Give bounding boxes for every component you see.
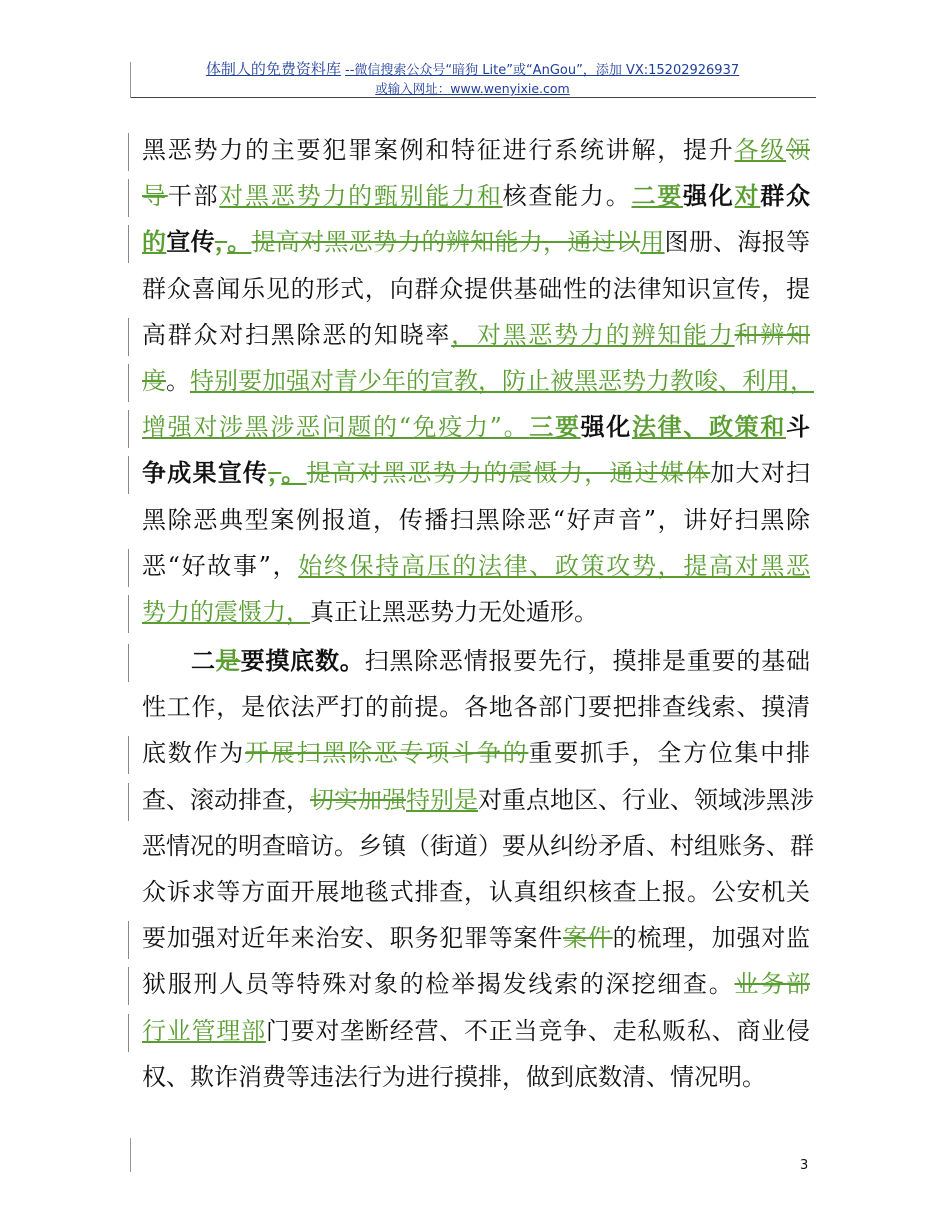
contact-link[interactable]: --微信搜索公众号“暗狗 Lite”或“AnGou”，添加 VX:15202926937 (345, 63, 740, 78)
text-line (142, 358, 814, 404)
bold-text-run: 宣传 (166, 227, 215, 257)
text-line (142, 730, 810, 776)
text-run: 干部 (167, 182, 220, 211)
text-run: 高群众对扫黑除恶的知晓率 (142, 320, 452, 349)
inserted-text: 增强对涉黑涉恶问题的“免疫力”。 (142, 413, 530, 442)
text-run: 权、欺诈消费等违法行为进行摸排，做到底数清、情况明。 (142, 1062, 766, 1091)
inserted-text: 用 (640, 228, 665, 257)
text-run: 门要对垄断经营、不正当竞争、走私贩私、商业侵 (265, 1016, 811, 1045)
bold-text-run: 群众 (760, 181, 811, 211)
deleted-text: 和辨知 (734, 320, 811, 349)
inserted-bold-text: 的 (142, 227, 167, 257)
text-run: 对重点地区、行业、领域涉黑涉 (478, 785, 814, 814)
bold-text-run: 强化 (580, 412, 632, 442)
deleted-text: 切实加强 (310, 785, 406, 814)
inserted-text: 始终保持高压的法律、政策攻势，提高对黑恶 (298, 551, 811, 580)
text-line (142, 497, 810, 543)
bold-text-run: 二 (191, 646, 216, 676)
change-bar (128, 456, 129, 494)
page-number: 3 (800, 1158, 809, 1173)
bold-text-run: 争成果宣传 (142, 458, 269, 488)
text-run: 群众喜闻乐见的形式，向群众提供基础性的法律知识宣传，提 (142, 274, 810, 303)
inserted-text: 特别是 (406, 785, 478, 814)
text-run: 扫黑除恶情报要先行，摸排是重要的基础 (364, 647, 811, 676)
deleted-text: 领 (786, 136, 811, 164)
text-line (142, 266, 810, 312)
text-line (142, 823, 814, 869)
text-line (142, 127, 810, 173)
text-line (142, 638, 810, 684)
text-run: 。 (166, 366, 190, 395)
deleted-text: 业务部 (734, 970, 811, 999)
text-line (142, 915, 810, 961)
document-body (142, 127, 814, 1100)
deleted-text: 提高对黑恶势力的辨知能力，通过以 (251, 228, 641, 257)
deleted-bold-text: 是 (215, 646, 241, 676)
inserted-text: ，对黑恶势力的辨知能力 (451, 320, 735, 349)
change-bar (128, 595, 129, 633)
text-line (142, 219, 810, 265)
text-line (142, 404, 810, 450)
change-bar (128, 318, 129, 356)
inserted-text: 势力的震慑力， (142, 597, 310, 626)
text-run: 核查能力。 (502, 182, 632, 211)
text-run: 狱服刑人员等特殊对象的检举揭发线索的深挖细查。 (142, 970, 735, 999)
deleted-text: 提高对黑恶势力的震慑力，通过媒体 (306, 459, 711, 488)
change-bar (128, 1014, 129, 1052)
header-rule (130, 97, 816, 98)
text-run: 要加强对近年来治安、职务犯罪等案件 (142, 924, 564, 953)
text-line (142, 869, 810, 915)
inserted-bold-text: 。 (227, 227, 252, 257)
text-line (142, 589, 810, 635)
text-run: 恶“好故事”， (142, 551, 299, 580)
deleted-bold-text: ， (214, 227, 228, 257)
text-line (142, 777, 814, 823)
page-header (130, 60, 815, 97)
text-run: 重要抓手，全方位集中排 (528, 739, 811, 768)
text-run: 黑恶势力的主要犯罪案例和特征进行系统讲解，提升 (142, 136, 735, 164)
text-run: 查、滚动排查， (142, 785, 310, 814)
inserted-text: 各级 (734, 136, 787, 164)
change-bar (128, 549, 129, 587)
deleted-text: 开展扫黑除恶专项斗争的 (245, 739, 529, 768)
change-bar (128, 783, 129, 821)
change-bar (128, 179, 129, 217)
text-line (142, 312, 810, 358)
inserted-bold-text: 三要 (529, 412, 581, 442)
website-link[interactable]: 或输入网址：www.wenyixie.com (375, 81, 570, 96)
inserted-text: 行业管理部 (142, 1016, 266, 1045)
change-bar (128, 921, 129, 959)
text-run: 底数作为 (142, 739, 246, 768)
text-run: 的梳理，加强对监 (612, 924, 811, 953)
text-line (142, 1008, 810, 1054)
text-line (142, 684, 810, 730)
text-line (142, 543, 810, 589)
text-line (142, 450, 810, 496)
deleted-text: 导 (142, 182, 168, 211)
text-line (142, 173, 810, 219)
text-run: 真正让黑恶势力无处遁形。 (310, 597, 598, 626)
change-bar (128, 644, 129, 682)
corner-mark (130, 1138, 131, 1172)
inserted-bold-text: 。 (281, 458, 307, 488)
change-bar (128, 133, 129, 171)
text-run: 性工作，是依法严打的前提。各地各部门要把排查线索、摸清 (142, 693, 810, 722)
change-bar (128, 225, 129, 263)
change-bar (128, 364, 129, 402)
deleted-bold-text: ， (268, 458, 282, 488)
text-run: 恶情况的明查暗访。乡镇（街道）要从纠纷矛盾、村组账务、群 (142, 831, 814, 860)
text-line (142, 1054, 810, 1100)
text-run: 众诉求等方面开展地毯式排查，认真组织核查上报。公安机关 (142, 878, 810, 906)
inserted-bold-text: 对 (734, 181, 761, 211)
deleted-text: 度 (142, 366, 166, 395)
inserted-bold-text: 二要 (631, 181, 683, 211)
inserted-text: 对黑恶势力的甄别能力和 (219, 182, 503, 211)
text-line (142, 961, 810, 1007)
deleted-text: 案件 (563, 924, 613, 953)
text-run: 黑除恶典型案例报道，传播扫黑除恶“好声音”，讲好扫黑除 (142, 505, 810, 534)
bold-text-run: 斗 (786, 412, 810, 442)
corner-mark (130, 62, 131, 98)
site-name-link[interactable]: 体制人的免费资料库 (205, 60, 341, 78)
text-run: 加大对扫 (710, 459, 811, 488)
text-run: 图册、海报等 (664, 228, 811, 257)
bold-text-run: 要摸底数。 (240, 646, 365, 676)
change-bar (128, 410, 129, 448)
inserted-bold-text: 法律、政策和 (631, 412, 786, 442)
inserted-text: 特别要加强对青少年的宣教，防止被黑恶势力教唆、利用， (190, 366, 814, 395)
change-bar (128, 736, 129, 774)
bold-text-run: 强化 (683, 181, 735, 211)
change-bar (128, 967, 129, 1005)
